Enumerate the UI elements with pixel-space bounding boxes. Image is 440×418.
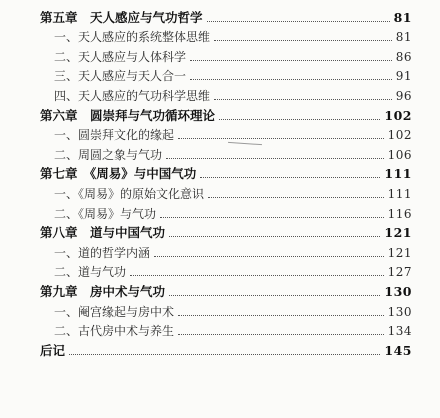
toc-entry-title: 第九章 房中术与气功 [40, 283, 166, 299]
toc-chapter-5 [40, 6, 412, 26]
toc-entry-title: 一、《周易》的原始文化意识 [54, 186, 205, 201]
toc-entry-title: 一、阉宫缘起与房中术 [54, 304, 175, 319]
toc-section [40, 182, 412, 202]
toc-section [40, 45, 412, 65]
toc-entry-title: 二、古代房中术与养生 [54, 324, 175, 339]
dot-leader [69, 354, 380, 355]
toc-section [40, 26, 412, 46]
toc-entry-page: 91 [395, 69, 412, 84]
dot-leader [214, 40, 392, 41]
toc-entry-page: 127 [387, 265, 412, 280]
toc-section [40, 241, 412, 261]
dot-leader [190, 60, 392, 61]
toc-entry-title: 四、天人感应的气功科学思维 [54, 88, 211, 103]
toc-entry-title: 二、周圆之象与气功 [54, 147, 163, 162]
toc-entry-title: 二、《周易》与气功 [54, 206, 157, 221]
toc-section [40, 143, 412, 163]
dot-leader [214, 99, 392, 100]
toc-chapter-9 [40, 280, 412, 300]
toc-entry-title: 第六章 圆崇拜与气功循环理论 [40, 107, 216, 123]
toc-entry-title: 一、道的哲学内涵 [54, 245, 151, 260]
toc-entry-title: 二、天人感应与人体科学 [54, 49, 187, 64]
toc-entry-page: 111 [387, 186, 412, 201]
toc-afterword [40, 339, 412, 359]
toc-entry-page: 106 [387, 147, 412, 162]
dot-leader [166, 158, 384, 159]
dot-leader [200, 177, 380, 178]
dot-leader [154, 256, 384, 257]
toc-entry-title: 一、天人感应的系统整体思维 [54, 30, 211, 45]
toc-entry-title: 二、道与气功 [54, 265, 127, 280]
toc-entry-page: 111 [384, 166, 412, 182]
toc-section [40, 65, 412, 85]
dot-leader [178, 315, 384, 316]
dot-leader [190, 79, 392, 80]
toc-entry-page: 130 [387, 304, 412, 319]
toc-entry-title: 第七章 《周易》与中国气功 [40, 166, 197, 182]
toc-entry-page: 81 [395, 30, 412, 45]
dot-leader [130, 275, 384, 276]
dot-leader [178, 334, 384, 335]
toc-section [40, 124, 412, 144]
toc-entry-page: 96 [395, 88, 412, 103]
toc-entry-page: 121 [387, 245, 412, 260]
toc-entry-page: 102 [387, 128, 412, 143]
toc-section [40, 300, 412, 320]
dot-leader [207, 21, 390, 22]
dot-leader [160, 217, 384, 218]
toc-section [40, 320, 412, 340]
toc-entry-page: 130 [384, 283, 412, 299]
toc-entry-title: 后记 [40, 342, 66, 358]
toc-chapter-8 [40, 222, 412, 242]
toc-chapter-7 [40, 163, 412, 183]
dot-leader [208, 197, 384, 198]
toc-section [40, 84, 412, 104]
toc-entry-title: 第八章 道与中国气功 [40, 225, 166, 241]
dot-leader [169, 236, 380, 237]
toc-entry-page: 116 [387, 206, 412, 221]
toc-entry-title: 第五章 天人感应与气功哲学 [40, 9, 203, 25]
toc-chapter-6 [40, 104, 412, 124]
dot-leader [178, 138, 384, 139]
toc-entry-title: 一、圆崇拜文化的缘起 [54, 128, 175, 143]
toc-entry-page: 121 [384, 225, 412, 241]
toc-section [40, 261, 412, 281]
toc-entry-page: 81 [393, 9, 412, 25]
toc-entry-page: 102 [384, 107, 412, 123]
dot-leader [169, 295, 380, 296]
toc-entry-title: 三、天人感应与天人合一 [54, 69, 187, 84]
toc-entry-page: 134 [387, 324, 412, 339]
toc-entry-page: 145 [384, 342, 412, 358]
toc-entry-page: 86 [395, 49, 412, 64]
toc-section [40, 202, 412, 222]
dot-leader [219, 119, 380, 120]
table-of-contents [40, 6, 412, 359]
